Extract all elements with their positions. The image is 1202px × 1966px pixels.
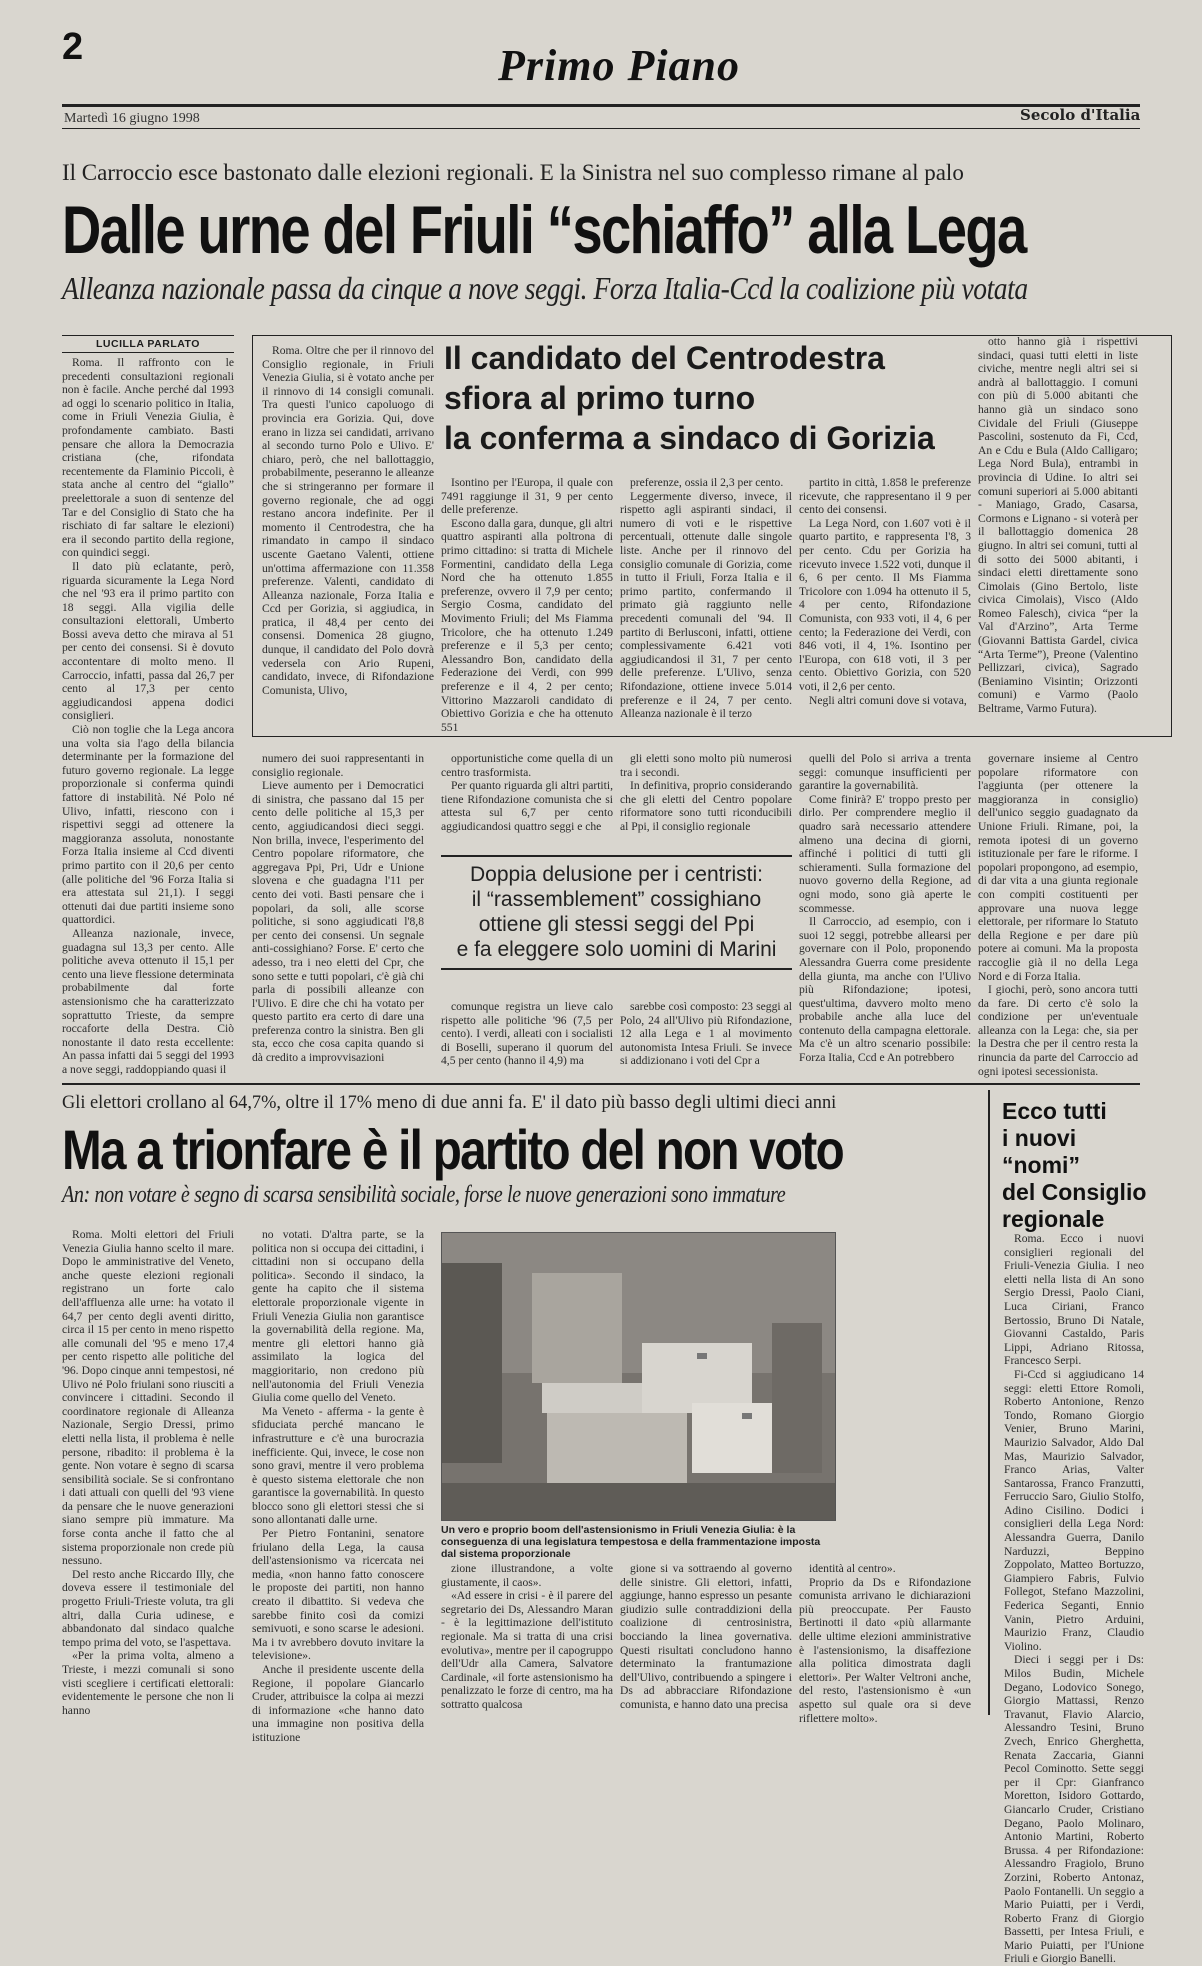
paragraph: Per Pietro Fontanini, senatore friulano della Lega, la causa dell'astensionismo va ricercata nei media, «non hanno fatto conoscere le proposte dei partiti, non hanno creato il dibattito. Si vedeva che sarebbe finito così da comizi semivuoti, e sono scarse le adesioni. Ma i tv avrebbero dovuto invitare la televisione».	[252, 1527, 424, 1663]
paragraph: Per quanto riguarda gli altri partiti, tiene Rifondazione comunista che si attesta sul 6,7 per cento aggiudicandosi quattro seggi e che	[441, 779, 613, 833]
lead-column-3	[441, 752, 613, 848]
second-subhead: An: non votare è segno di scarsa sensibilità sociale, forse le nuove generazioni sono immature	[62, 1182, 786, 1208]
paragraph: Roma. Ecco i nuovi consiglieri regionali del Friuli-Venezia Giulia. I neo eletti nella lista di An sono Sergio Dressi, Paolo Ciani, Luca Ciriani, Franco Bertossio, Bruno Di Natale, Giovanni Castaldo, Paris Lippi, Adriano Ritossa, Francesco Serpi.	[1004, 1232, 1144, 1368]
paragraph: In definitiva, proprio considerando che gli eletti del Centro popolare riformatore sono tutti riconducibili al Ppi, il consiglio regionale	[620, 779, 792, 833]
paragraph: no votati. D'altra parte, se la politica non si occupa dei cittadini, i cittadini non si occupano della politica». Secondo il sindaco, la gente ha capito che il sistema elettorale proporzionale vigente in Friuli Venezia Giulia non garantisce la governabilità della regione. Ma, mentre gli elettori hanno già assimilato la logica del maggioritario, non credono più nell'autonomia del Friuli Venezia Giulia come quello del Veneto.	[252, 1228, 424, 1405]
lead-column-4	[620, 752, 792, 848]
paragraph: La Lega Nord, con 1.607 voti è il quarto partito, e rappresenta l'8, 3 per cento. Cdu per Gorizia ha ricevuto invece 1.522 voti, dunque il 6, 6 per cento. Il Ms Fiamma Tricolore con 1.094 ha ottenuto il 5, 4 per cento, Rifondazione Comunista, con 933 voti, il 4, 6 per cento; la Federazione dei Verdi, con 846 voti, il 4, 1%. Isontino per l'Europa, con 618 voti, il 3 per cento. Obiettivo Gorizia, con 520 voti, il 2,6 per cento.	[799, 516, 971, 693]
paragraph: Roma. Molti elettori del Friuli Venezia Giulia hanno scelto il mare. Dopo le amministrative del Veneto, anche queste elezioni regionali registrano un forte calo dell'affluenza alle urne: ha votato il 64,7 per cento degli aventi diritto, circa il 15 per cento in meno rispetto alle comunali del '95 e meno 17,4 per cento rispetto alle politiche del '96. Dopo cinque anni tempestosi, né Ulivo né Polo friulani sono riusciti a convincere i cittadini. Secondo il coordinatore regionale di Alleanza Nazionale, Sergio Dressi, primo eletti nella lista, il problema è nelle persone, ribadito: il problema è la gente. Non votare è segno di scarsa sensibilità sociale. Se si confrontano i dati attuali con quelli del '93 viene da pensare che le nuove generazioni siano sempre più immature. Ma forse conta anche il fatto che al sistema proporzionale non crede più nessuno.	[62, 1228, 234, 1568]
gorizia-column-4	[799, 476, 971, 730]
paragraph: Roma. Oltre che per il rinnovo del Consiglio regionale, in Friuli Venezia Giulia, si è votato anche per il rinnovo di 14 consigli comunali. Tra questi l'unico capoluogo di provincia era Gorizia. Qui, dove erano in lizza sei candidati, arrivano al secondo turno Polo e Ulivo. E' chiaro, però, che nel ballottaggio, probabilmente, peseranno le alleanze che si stringeranno per formare il governo regionale, che ad oggi restano ancora indefinite. Per il momento il Centrodestra, che ha rimandato in campo il sindaco uscente Gaetano Valenti, ottiene un'ottima affermazione con 11.358 preferenze. Valenti, candidato di Alleanza nazionale, Forza Italia e Ccd per Gorizia, si aggiudica, in pratica, il 48,4 per cento dei consensi. Domenica 28 giugno, dunque, il candidato del Polo dovrà vedersela con Ario Rupeni, candidato, invece, di Rifondazione Comunista, Ulivo,	[262, 344, 434, 697]
headline-line: sfiora al primo turno	[444, 380, 756, 416]
second-headline: Ma a trionfare è il partito del non voto	[62, 1118, 843, 1181]
second-column-1	[62, 1228, 234, 1716]
paragraph: comunque registra un lieve calo rispetto alle politiche '96 (7,5 per cento). I verdi, alleati con i socialisti di Boselli, superano il quorum del 4,5 per cento (hanno il 4,9) ma	[441, 1000, 613, 1068]
paragraph: Ciò non toglie che la Lega ancora una volta sia l'ago della bilancia determinante per la formazione del futuro governo regionale. La legge proporzionale si conferma quindi fattore di instabilità. Né Polo né Ulivo, infatti, riescono con i rispettivi seggi ad ottenere la maggioranza assoluta, nonostante Forza Italia insieme al Ccd diventi primo partito con il 20,6 per cento (alle politiche del '96 Forza Italia si era attestata sul 21,1). I seggi ottenuti dai due partiti insieme sono quattordici.	[62, 723, 234, 927]
paragraph: Fi-Ccd si aggiudicano 14 seggi: eletti Ettore Romoli, Roberto Antonione, Renzo Tondo, Romano Giorgio Venier, Bruno Marini, Maurizio Salvador, Aldo Dal Mas, Maurizio Salvador, Franco Arias, Valter Santarossa, Franco Franzutti, Ferruccio Saro, Giulio Stolfo, Adino Cisilino. Dodici i consiglieri della Lega Nord: Alessandra Guerra, Danilo Narduzzi, Beppino Zoppolato, Matteo Bortuzzo, Giampiero Fabris, Fulvio Follegot, Stefano Mazzolini, Federica Seganti, Ennio Vanin, Pietro Arduini, Maurizio Franz, Claudio Violino.	[1004, 1367, 1144, 1653]
pullquote-line: e fa eleggere solo uomini di Marini	[456, 938, 777, 961]
headline-line: i nuovi “nomi”	[1002, 1125, 1080, 1178]
paragraph: «Ad essere in crisi - è il parere del segretario dei Ds, Alessandro Maran - è la legittimazione dell'istituto regionale. Ma si tratta di una crisi evolutiva», mentre per il capogruppo dell'Udr alla Camera, Salvatore Cardinale, «il forte astensionismo ha penalizzato le forze di centro, ma ha sottratto qualcosa	[441, 1589, 613, 1711]
lead-column-5	[799, 752, 971, 1068]
second-column-4	[620, 1562, 792, 1716]
pullquote-line: il “rassemblement” cossighiano	[471, 888, 762, 911]
gorizia-column-3	[620, 476, 792, 730]
paragraph: quelli del Polo si arriva a trenta seggi: comunque insufficienti per garantire la governabilità.	[799, 752, 971, 793]
lead-column-1	[62, 356, 234, 1076]
paragraph: sarebbe così composto: 23 seggi al Polo, 24 all'Ulivo più Rifondazione, 12 alla Lega e 1 al movimento autonomista Intesa Friuli. Se invece si addizionano i voti del Cpr a	[620, 1000, 792, 1068]
lead-column-4b	[620, 1000, 792, 1068]
header-rule-thin	[62, 128, 1140, 129]
pullquote-line: Doppia delusione per i centristi:	[470, 863, 763, 886]
pullquote	[441, 862, 792, 962]
header-rule	[62, 104, 1140, 107]
issue-date: Martedì 16 giugno 1998	[64, 111, 200, 126]
paragraph: opportunistiche come quella di un centro trasformista.	[441, 752, 613, 779]
second-column-3	[441, 1562, 613, 1716]
paragraph: numero dei suoi rappresentanti in consiglio regionale.	[252, 752, 424, 779]
gorizia-column-2	[441, 476, 613, 734]
ballot-box-photo	[441, 1232, 836, 1521]
headline-line: regionale	[1002, 1206, 1105, 1232]
section-title: Primo Piano	[498, 41, 741, 90]
gorizia-headline	[444, 338, 984, 458]
paragraph: preferenze, ossia il 2,3 per cento.	[630, 476, 784, 489]
headline-line: Ecco tutti	[1002, 1098, 1107, 1124]
paragraph: Escono dalla gara, dunque, gli altri quattro aspiranti alla poltrona di primo cittadino: si tratta di Michele Formentini, candidato della Lega Nord che ha ottenuto 1.855 preferenze, ovvero il 7,9 per cento; Sergio Cosma, candidato del Movimento Friuli; del Ms Fiamma Tricolore, che ha ottenuto 1.249 preferenze e il 5,3 per cento; Alessandro Bon, candidato della Federazione dei Verdi, con 999 preferenze e il 4, 2 per cento; Vittorino Mazzaroli candidato di Obiettivo Gorizia e che ha ottenuto 551	[441, 516, 613, 734]
paragraph: Ma Veneto - afferma - la gente è sfiduciata perché mancano le infrastrutture e c'è una burocrazia inefficiente. Qui, invece, le cose non sono gravi, mentre il vero problema è questo sistema elettorale che non garantisce la governabilità. In questo blocco sono gli elettori stessi che si sono allontanati dalle urne.	[252, 1404, 424, 1527]
paragraph: Lieve aumento per i Democratici di sinistra, che passano dal 15 per cento delle politiche al 15,3 per cento, aggiudicandosi dieci seggi. Non brilla, invece, l'esperimento del Centro popolare riformatore, che aggregava Ppi, Pri, Udr e Unione slovena e che guadagna l'11 per cento dei voti. Basti pensare che i popolari, da soli, alle scorse politiche, si sono aggiudicati l'8,8 per cento dei consensi. Un segnale anti-cossighiano? Forse. E' certo che adesso, tra i neo eletti del Cpr, che sono sette e tutti popolari, c'è già chi parla di possibili alleanze con l'Ulivo. E dire che chi ha votato per questo partito era certo di dare una preferenza contro la sinistra. Ben gli sta, ecco che cosa capita quando si dà credito a improvvisazioni	[252, 779, 424, 1065]
paragraph: Isontino per l'Europa, il quale con 7491 raggiunge il 31, 9 per cento delle preferenze.	[441, 476, 613, 517]
masthead: Secolo d'Italia	[1020, 106, 1141, 124]
paragraph: «Per la prima volta, almeno a Trieste, i mezzi comunali si sono visti scegliere i certificati elettorali: evidentemente le persone che non li hanno	[62, 1649, 234, 1717]
paragraph: otto hanno già i rispettivi sindaci, quasi tutti eletti in liste civiche, mentre negli altri sei si andrà al ballottaggio. I comuni con più di 5.000 abitanti che hanno già un sindaco sono Cividale del Friuli (Giuseppe Pascolini, sostenuto da Fi, Ccd, An e Cdu e Bula (Aldo Calligaro; Lega Nord Bula), entrambi in provincia di Udine. Io altri sei comuni superiori ai 5.000 abitanti - Maniago, Grado, Casarsa, Cormons e Lignano - si voterà per il ballottaggio domenica 28 giugno. In altri sei comuni, tutti al di sotto dei 5000 abitanti, i sindaci eletti direttamente sono Cimolais (Gino Bertolo, liste civica Cimolais), Visco (Aldo Romeo Falesch), civica “per la Val d'Arzino”, Arta Terme (Giovanni Battista Gardel, civica “Arta Terme”), Preone (Valentino Pellizzari, civica), Sagrado (Beniamino Visintin; Orizzonti comuni) e Varmo (Paolo Beltrame, Varmo Futura).	[978, 335, 1138, 716]
right-column	[978, 335, 1138, 730]
ballot-box-photo-art	[442, 1233, 835, 1520]
paragraph: Leggermente diverso, invece, il rispetto agli aspiranti sindaci, il numero di voti e le rispettive percentuali, ottenute dalle singole liste. Anche per il rinnovo del consiglio comunale di Gorizia, come in tutto il Friuli, Forza Italia e il primo partito, confermando il primato già raggiunto nelle precedenti comunali del '94. Il partito di Berlusconi, infatti, ottiene complessivamente 6.421 voti aggiudicandosi il 31, 7 per cento delle preferenze. L'Ulivo, senza Rifondazione, ottiene invece 5.014 preferenze e il 24, 7 per cento. Alleanza nazionale è il terzo	[620, 489, 792, 721]
paragraph: gione si va sottraendo al governo delle sinistre. Gli elettori, infatti, aggiunge, hanno espresso un pesante giudizio sulle contraddizioni della coalizione di centrosinistra, bocciando la linea governativa. Questi risultati concludono hanno determinato la frantumazione dell'Ulivo, contribuendo a spingere i Ds ad abbracciare Rifondazione comunista, e hanno dato una precisa	[620, 1562, 792, 1711]
headline-line: la conferma a sindaco di Gorizia	[444, 420, 935, 456]
paragraph: Roma. Il raffronto con le precedenti consultazioni regionali non è facile. Anche perché dal 1993 ad oggi lo scenario politico in Italia, come in Friuli Venezia Giulia, è profondamente cambiato. Basti pensare che allora la Democrazia cristiana (che, rifondata recentemente da Flaminio Piccoli, è stata anche al centro del “giallo” preelettorale a suon di sentenze del Tar e del Consiglio di Stato che ha rischiato di far saltare le elezioni) era il secondo partito della regione, con quindici seggi.	[62, 356, 234, 560]
paragraph: Il Carroccio, ad esempio, con i suoi 12 seggi, potrebbe allearsi per governare con il Polo, proponendo Alessandra Guerra come presidente della giunta, ma anche con l'Ulivo più Rifondazione; ipotesi, quest'ultima, davvero molto meno probabile anche alla luce del contenuto della campagna elettorale. Ma c'è un altro scenario possibile: Forza Italia, Ccd e An potrebbero	[799, 915, 971, 1065]
lead-kicker: Il Carroccio esce bastonato dalle elezioni regionali. E la Sinistra nel suo complesso rimane al palo	[62, 160, 964, 185]
headline-line: del Consiglio	[1002, 1179, 1147, 1205]
paragraph: governare insieme al Centro popolare riformatore con l'aggiunta (per ottenere la maggioranza in consiglio) dell'unico seggio guadagnato da Unione Friuli. Rimane, poi, la remota ipotesi di un governo istituzionale per fare le riforme. I popolari propongono, ad esempio, di dar vita a una giunta regionale con compiti costituenti per approvare una nuova legge elettorale, per riformare lo Statuto della Regione e per dare più potere ai comuni. Ma la proposta raccoglie già il no della Lega Nord e di Forza Italia.	[978, 752, 1138, 983]
photo-caption: Un vero e proprio boom dell'astensionismo in Friuli Venezia Giulia: è la conseguenza di una legislatura tempestosa e della frammentazione imposta dal sistema proporzionale	[441, 1524, 821, 1560]
paragraph: gli eletti sono molto più numerosi tra i secondi.	[620, 752, 792, 779]
lead-column-3b	[441, 1000, 613, 1068]
sidebar-headline	[1002, 1098, 1152, 1233]
paragraph: Proprio da Ds e Rifondazione comunista arrivano le dichiarazioni più preoccupate. Per Fausto Bertinotti il dato «più allarmante delle ultime elezioni amministrative è l'astensionismo, la disaffezione alla politica dimostrata dagli elettori». Per Walter Veltroni anche, del resto, l'astensionismo è «un aspetto sul quale ora si deve riflettere molto».	[799, 1575, 971, 1725]
second-kicker: Gli elettori crollano al 64,7%, oltre il 17% meno di due anni fa. E' il dato più basso degli ultimi dieci anni	[62, 1092, 837, 1113]
paragraph: Anche il presidente uscente della Regione, il popolare Giancarlo Cruder, attribuisce la colpa ai mezzi di informazione «che hanno dato una immagine non positiva della istituzione	[252, 1663, 424, 1744]
paragraph: Negli altri comuni dove si votava,	[809, 693, 967, 707]
lead-column-6	[978, 752, 1138, 1078]
paragraph: identità al centro».	[809, 1562, 896, 1575]
headline-line: Il candidato del Centrodestra	[444, 340, 885, 376]
second-column-5	[799, 1562, 971, 1725]
paragraph: zione illustrandone, a volte giustamente, il caos».	[441, 1562, 613, 1589]
pullquote-line: ottiene gli stessi seggi del Ppi	[478, 913, 755, 936]
paragraph: Il dato più eclatante, però, riguarda sicuramente la Lega Nord che nel '93 era il primo partito con 18 seggi. Alla vigilia delle consultazioni elettorali, Umberto Bossi aveva detto che mirava al 51 per cento dei consensi. Si è dovuto accontentare di molto meno. Il Carroccio, infatti, passa dal 26,7 per cento al 17,3 per cento aggiudicandosi appena dodici consiglieri.	[62, 559, 234, 723]
paragraph: Del resto anche Riccardo Illy, che doveva essere il testimoniale del progetto Friuli-Trieste voluta, tra gli altri, dalla Curia udinese, e abbandonato dal sindaco qualche tempo prima del voto, se l'aspettava.	[62, 1567, 234, 1649]
byline: LUCILLA PARLATO	[96, 338, 200, 350]
lead-column-2	[252, 752, 424, 1068]
paragraph: I giochi, però, sono ancora tutti da fare. Di certo c'è solo la condizione per un'eventuale alleanza con la Lega: che, sia per la Destra che per il centro resta la rinuncia da parte del Carroccio ad ogni ipotesi secessionista.	[978, 983, 1138, 1078]
sidebar-body	[1004, 1232, 1144, 1966]
paragraph: Come finirà? E' troppo presto per dirlo. Per comprendere meglio il quadro sarà necessario attendere almeno una decina di giorni, affinché i politici di tutti gli schieramenti. Sulla formazione del nuovo governo della Regione, ad ogni modo, sono già aperte le scommesse.	[799, 792, 971, 915]
second-column-2	[252, 1228, 424, 1744]
page-number: 2	[62, 26, 84, 68]
paragraph: Alleanza nazionale, invece, guadagna sul 13,3 per cento. Alle politiche aveva ottenuto il 15,1 per cento una lieve flessione determinata probabilmente dal forte astensionismo che ha caratterizzato soprattutto Trieste, da sempre roccaforte della Destra. Ciò nonostante il dato resta eccellente: An passa infatti dai 5 seggi del 1993 a nove seggi, raddoppiando quasi il	[62, 926, 234, 1076]
paragraph: Dieci i seggi per i Ds: Milos Budin, Michele Degano, Lodovico Sonego, Giorgio Mattassi, Renzo Travanut, Flavio Alarcio, Alessandro Tesini, Bruno Zvech, Enrico Gherghetta, Renata Zaccaria, Gianni Pecol Cominotto. Sette seggi per il Cpr: Gianfranco Moretton, Isidoro Gottardo, Giancarlo Cruder, Cristiano Degano, Paolo Molinaro, Antonio Martini, Roberto Brussa. 4 per Rifondazione: Alessandro Fragiolo, Bruno Zorzini, Roberto Antonaz, Paolo Fontanelli. Un seggio a Mario Puiatti, per i Verdi, Roberto Franz di Giorgio Bassetti, per Intesa Friuli, e Mario Puiatti, per l'Unione Friuli e Giorgio Banelli.	[1004, 1653, 1144, 1966]
lead-headline: Dalle urne del Friuli “schiaffo” alla Lega	[62, 192, 1026, 268]
paragraph: partito in città, 1.858 le preferenze ricevute, che rappresentano il 9 per cento dei consensi.	[799, 476, 971, 517]
lead-subhead: Alleanza nazionale passa da cinque a nove seggi. Forza Italia-Ccd la coalizione più votata	[62, 270, 1028, 306]
gorizia-column-1	[262, 344, 434, 730]
